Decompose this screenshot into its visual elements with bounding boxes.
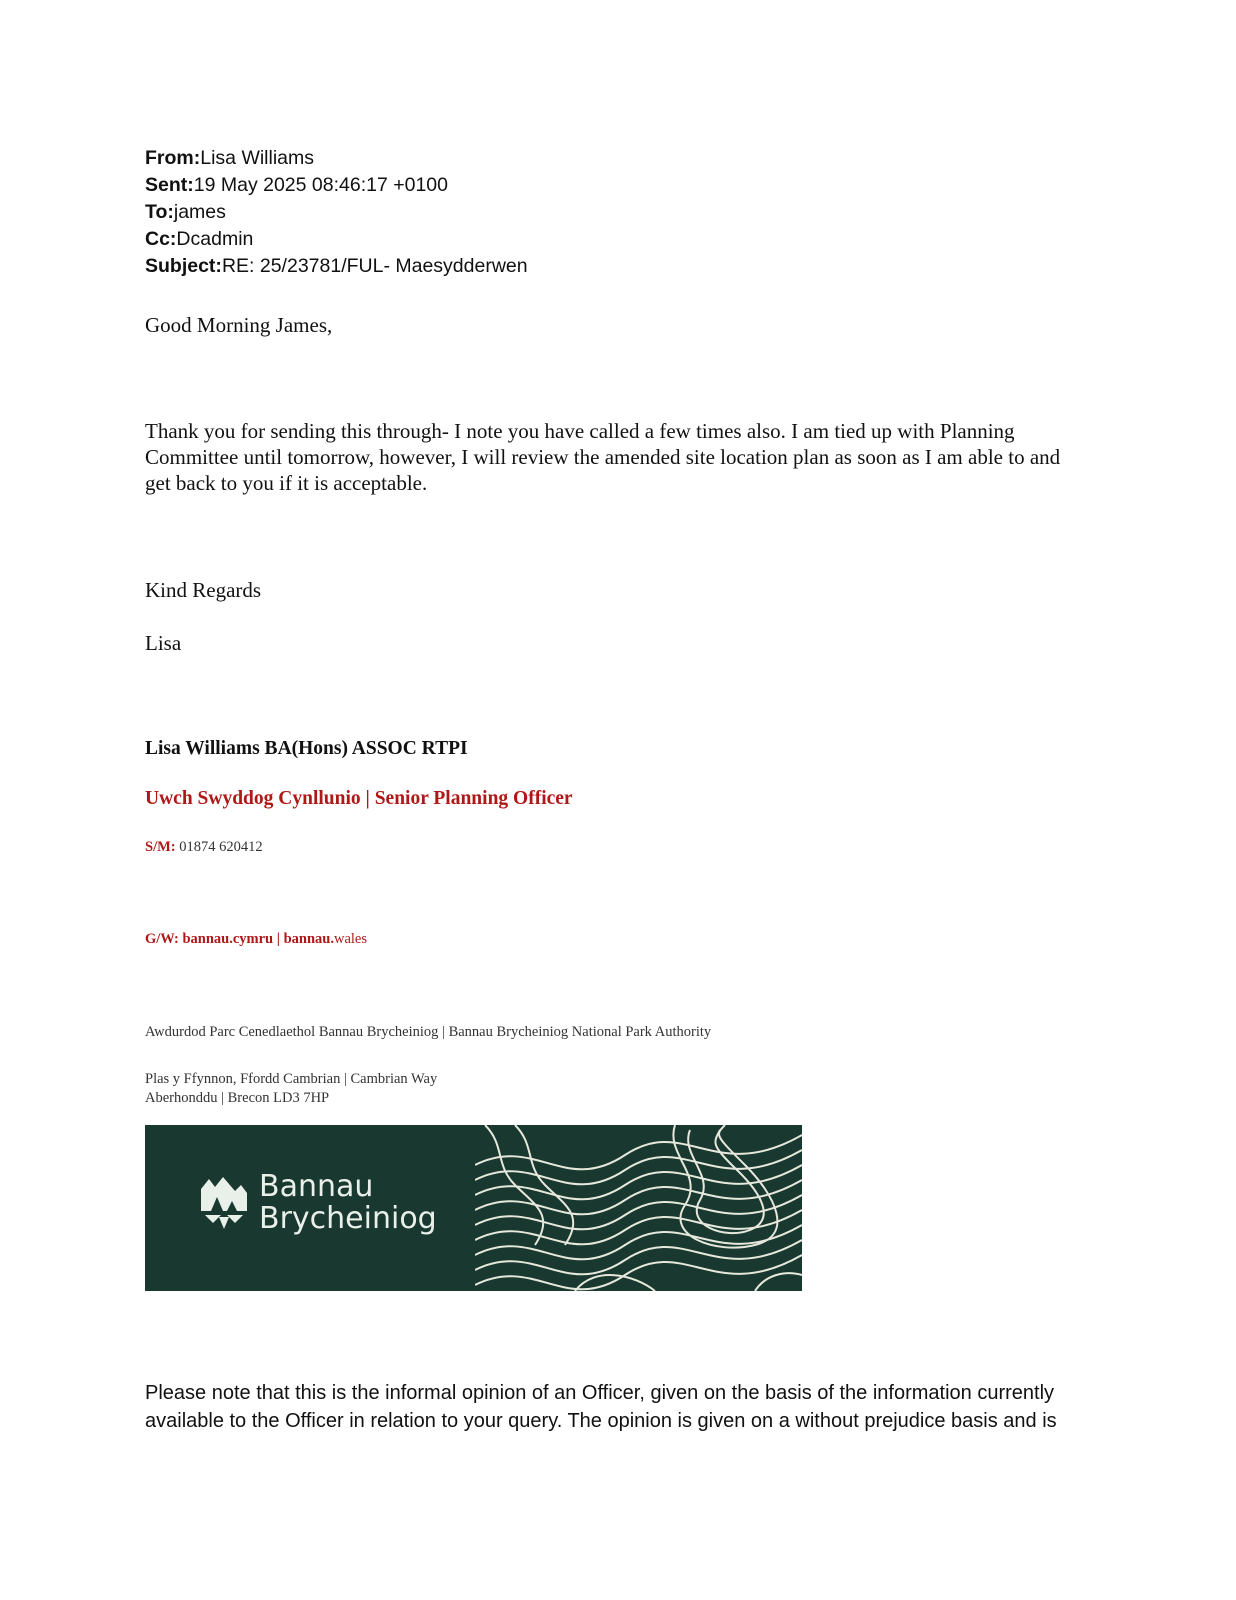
cc-row [145,226,528,253]
closing: Kind Regards [145,578,262,602]
sender-first-name: Lisa [145,631,182,655]
to-value: james [173,201,226,223]
from-value: Lisa Williams [200,147,315,169]
subject-label: Subject: [145,255,222,277]
to-row [145,199,528,226]
logo-line-1: Bannau [259,1169,374,1204]
sent-value: 19 May 2025 08:46:17 +0100 [193,174,449,196]
bannau-brycheiniog-banner [145,1125,802,1291]
cc-label: Cc: [145,228,177,250]
signature-phone [145,839,263,856]
address [145,1070,437,1108]
sent-row [145,172,528,199]
signature-name: Lisa Williams BA(Hons) ASSOC RTPI [145,738,468,759]
greeting: Good Morning James, [145,313,333,337]
web-link-cymru[interactable]: bannau.cymru [182,931,274,947]
email-header [145,145,528,280]
sent-label: Sent: [145,174,194,196]
to-label: To: [145,201,174,223]
phone-number: 01874 620412 [179,839,263,855]
cc-value: Dcadmin [176,228,254,250]
web-wales-part2: wales [333,931,367,947]
web-label: G/W: [145,931,179,947]
organisation: Awdurdod Parc Cenedlaethol Bannau Brycheiniog | Bannau Brycheiniog National Park Authority [145,1024,712,1040]
body-paragraph: Thank you for sending this through- I note you have called a few times also. I am tied up with Planning Committee until tomorrow, however, I will review the amended site location plan as soon as I am able to and get back to you if it is acceptable. [145,419,1061,495]
web-separator: | [276,931,280,947]
subject-value: RE: 25/23781/FUL- Maesydderwen [221,255,528,277]
address-line-1: Plas y Ffynnon, Ffordd Cambrian | Cambrian Way [145,1071,438,1087]
contour-pattern-icon [475,1125,802,1291]
web-wales-part1: bannau. [283,931,334,947]
phone-label: S/M: [145,839,176,855]
disclaimer: Please note that this is the informal opinion of an Officer, given on the basis of the information currently available to the Officer in relation to your query. The opinion is given on a without prejudice basis and is [145,1382,1057,1432]
mountain-logo-icon [201,1177,247,1231]
address-line-2: Aberhonddu | Brecon LD3 7HP [145,1090,330,1106]
from-row [145,145,528,172]
signature-title: Uwch Swyddog Cynllunio | Senior Planning Officer [145,788,573,809]
banner-logo-text [259,1171,437,1235]
subject-row [145,253,528,280]
from-label: From: [145,147,201,169]
logo-line-2: Brycheiniog [259,1201,437,1236]
web-link-wales[interactable] [284,931,367,947]
signature-web [145,931,367,948]
